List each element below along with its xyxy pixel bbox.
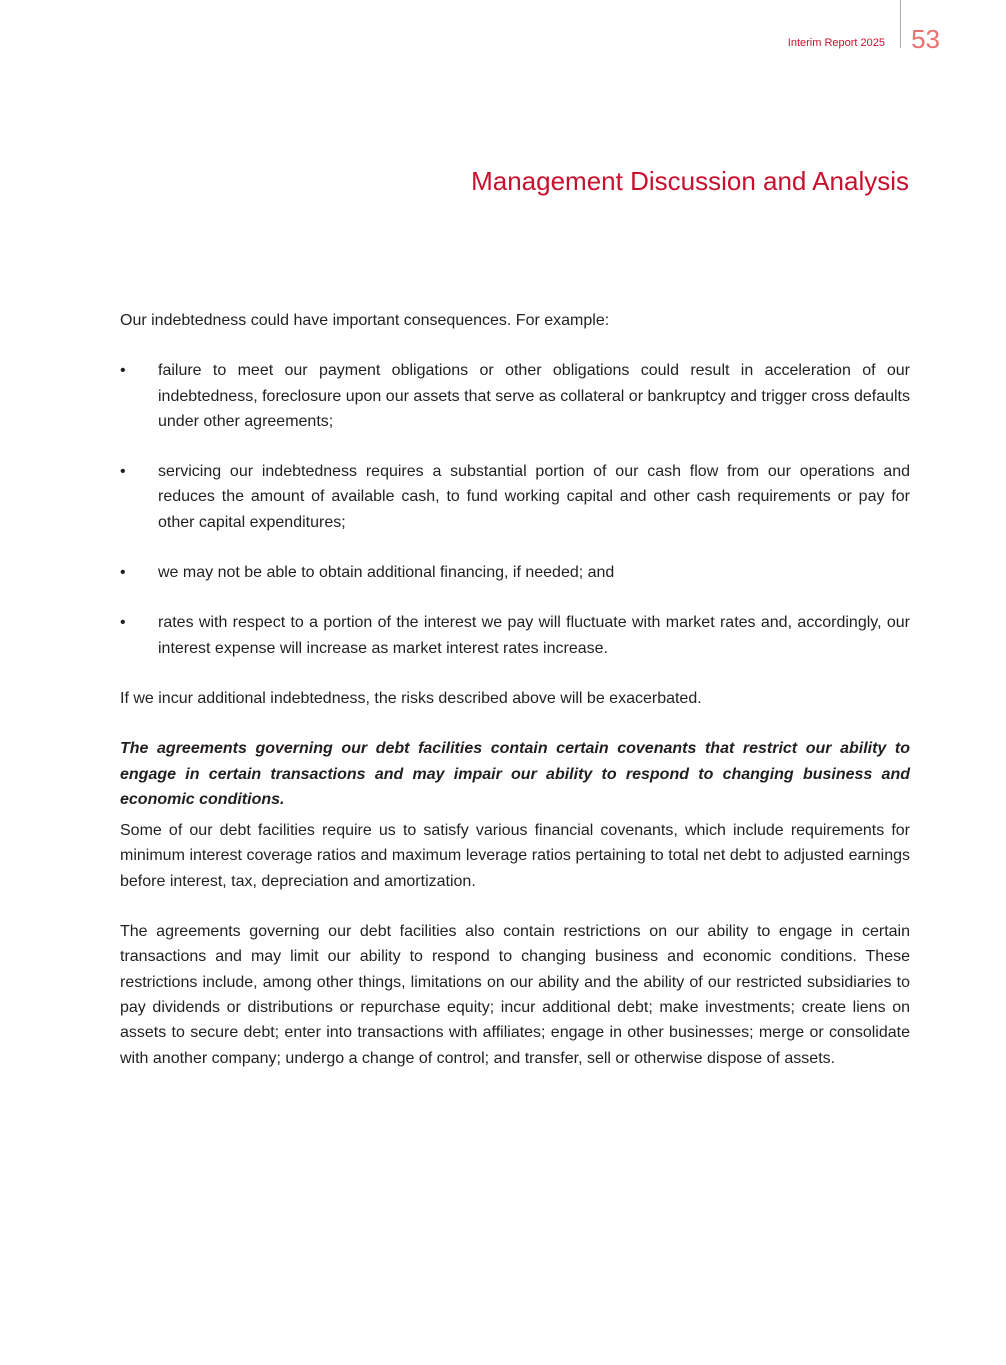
restrictions-paragraph: The agreements governing our debt facilities also contain restrictions on our ability to engage in certain transactions and may limit our ability to respond to changing business and economic conditions. These restrictions include, among other things, limitations on our ability and the ability of our restricted subsidiaries to pay dividends or distributions or repurchase equity; incur additional debt; make investments; create liens on assets to secure debt; enter into transactions with affiliates; engage in other businesses; merge or consolidate with another company; undergo a change of control; and transfer, sell or otherwise dispose of assets.	[120, 923, 910, 1067]
after-bullets-paragraph: If we incur additional indebtedness, the risks described above will be exacerbated.	[120, 689, 702, 707]
list-item	[120, 459, 910, 535]
list-item	[120, 560, 910, 585]
list-item-text: rates with respect to a portion of the interest we pay will fluctuate with market rates and, accordingly, our interest expense will increase as market interest rates increase.	[158, 614, 910, 657]
page-title: Management Discussion and Analysis	[471, 166, 909, 196]
header-divider	[900, 0, 901, 48]
page-header	[606, 0, 1006, 60]
risk-heading: The agreements governing our debt facilities contain certain covenants that restrict our ability to engage in certain transactions and may impair our ability to respond to changing business and economic conditions.	[120, 740, 910, 808]
consequences-list	[120, 358, 910, 661]
page-number: 53	[911, 24, 940, 54]
covenants-paragraph: Some of our debt facilities require us to satisfy various financial covenants, which include requirements for minimum interest coverage ratios and maximum leverage ratios pertaining to total net debt to adjusted earnings before interest, tax, depreciation and amortization.	[120, 822, 910, 890]
list-item-text: failure to meet our payment obligations or other obligations could result in acceleration of our indebtedness, foreclosure upon our assets that serve as collateral or bankruptcy and trigger cross defaults under other agreements;	[158, 362, 910, 430]
list-item	[120, 358, 910, 434]
report-label: Interim Report 2025	[787, 37, 885, 49]
main-content	[120, 308, 910, 1096]
list-item-text: servicing our indebtedness requires a substantial portion of our cash flow from our operations and reduces the amount of available cash, to fund working capital and other cash requirements or pay for other capital expenditures;	[158, 463, 910, 531]
bullet-icon: •	[120, 614, 126, 632]
bullet-icon: •	[120, 463, 126, 481]
list-item	[120, 610, 910, 661]
list-item-text: we may not be able to obtain additional financing, if needed; and	[158, 564, 615, 582]
bullet-icon: •	[120, 564, 126, 582]
bullet-icon: •	[120, 362, 126, 380]
intro-paragraph: Our indebtedness could have important consequences. For example:	[120, 312, 610, 329]
